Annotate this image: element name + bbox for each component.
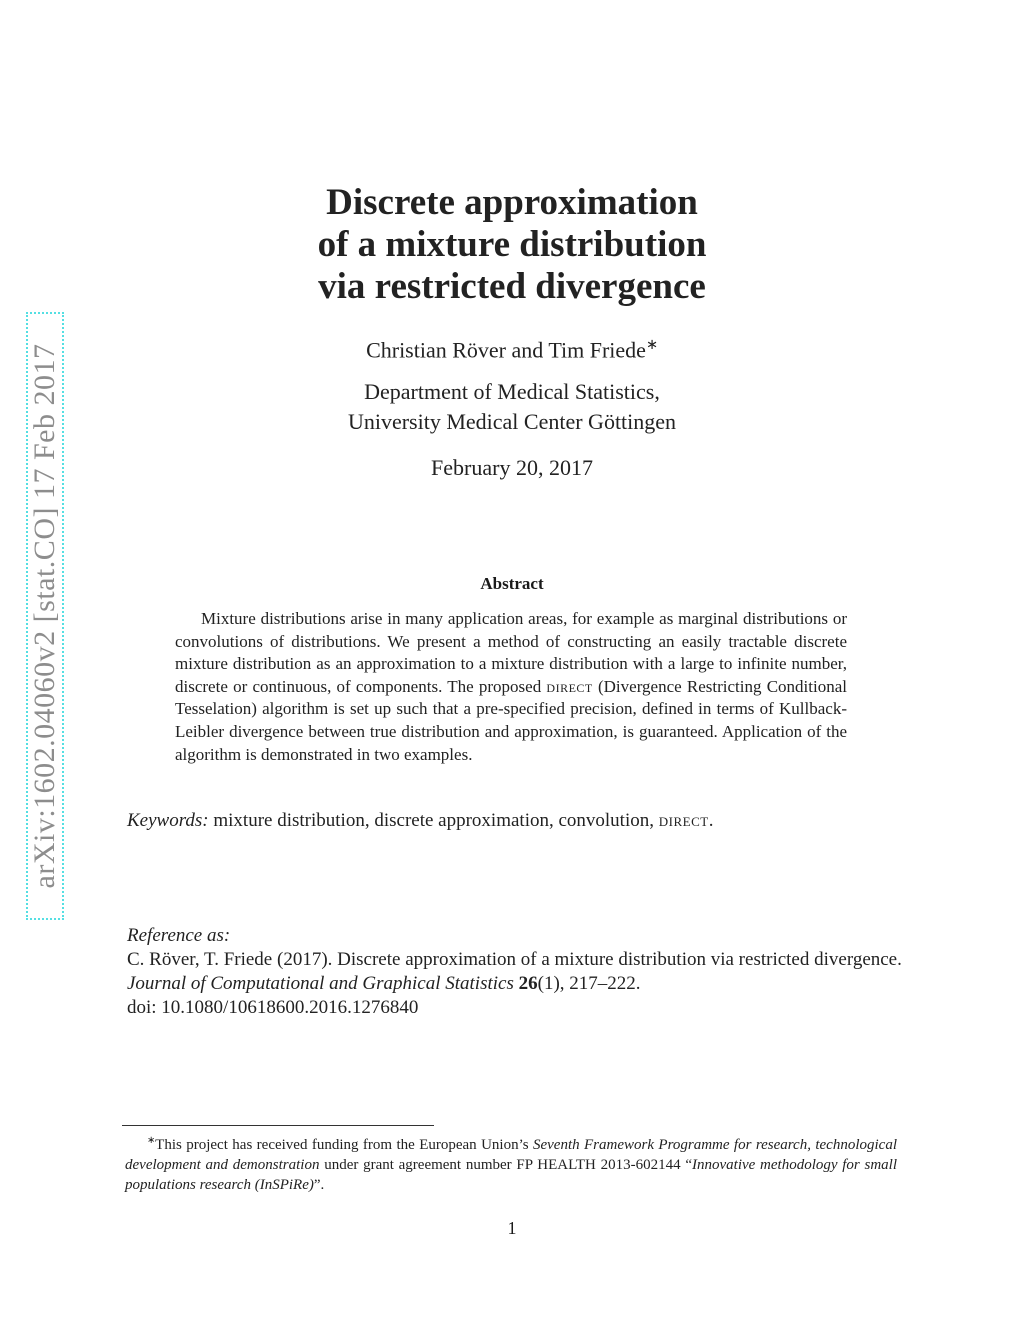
journal-issue-pages: (1), 217–222. bbox=[537, 973, 641, 994]
abstract-direct-term: direct bbox=[546, 676, 593, 696]
footnote-mark: ∗ bbox=[147, 1135, 156, 1146]
doi: doi: 10.1080/10618600.2016.1276840 bbox=[127, 997, 419, 1018]
footnote bbox=[125, 1131, 897, 1195]
affiliation-line-1: Department of Medical Statistics, bbox=[364, 379, 660, 404]
keywords-direct-term: direct bbox=[658, 810, 709, 831]
keywords-end: . bbox=[708, 810, 714, 831]
affiliation bbox=[0, 377, 1024, 437]
keywords-text: mixture distribution, discrete approximation, convolution, bbox=[208, 810, 659, 831]
title-line-1: Discrete approximation bbox=[326, 182, 698, 223]
reference-citation bbox=[127, 948, 902, 996]
affiliation-line-2: University Medical Center Göttingen bbox=[347, 409, 677, 434]
journal-name: Journal of Computational and Graphical Statistics bbox=[127, 973, 514, 994]
reference-block bbox=[127, 924, 902, 1020]
title-line-2: of a mixture distribution bbox=[317, 224, 707, 265]
author-names: Christian Röver and Tim Friede bbox=[366, 337, 646, 363]
footnote-text-1: This project has received funding from the European Union’s bbox=[155, 1137, 533, 1153]
arxiv-identifier: arXiv:1602.04060v2 [stat.CO] 17 Feb 2017 bbox=[28, 343, 61, 889]
paper-title bbox=[0, 182, 1024, 308]
journal-volume: 26 bbox=[518, 973, 538, 994]
paper-date: February 20, 2017 bbox=[431, 455, 593, 480]
footnote-rule bbox=[122, 1125, 434, 1126]
footnote-text-3: ”. bbox=[313, 1177, 325, 1193]
keywords bbox=[127, 810, 713, 832]
authors bbox=[0, 337, 1024, 363]
title-line-3: via restricted divergence bbox=[318, 266, 706, 307]
keywords-label: Keywords: bbox=[127, 810, 209, 831]
abstract-text-part1: Mixture distributions arise in many application areas, for example as marginal distributions or convolutions of distributions. We present a method of constructing an easily tractable discrete mixture distribution as an approximation to a mixture distribution with a large to infinite number, discrete or continuous, of components. The proposed bbox=[175, 609, 847, 696]
abstract-text-part2: (Divergence Restricting Conditional Tesselation) algorithm is set up such that a pre-specified precision, defined in terms of Kullback-Leibler divergence between true distribution and approximation, is guaranteed. Application of the algorithm is demonstrated in two examples. bbox=[175, 676, 847, 764]
footnote-project: Innovative methodology for small populations research (InSPiRe) bbox=[125, 1157, 898, 1193]
author-footnote-mark: ∗ bbox=[645, 337, 658, 353]
reference-label: Reference as: bbox=[127, 925, 231, 946]
citation-text: C. Röver, T. Friede (2017). Discrete approximation of a mixture distribution via restricted divergence. bbox=[127, 949, 902, 970]
abstract-body bbox=[175, 608, 847, 766]
footnote-text-2: under grant agreement number FP HEALTH 2013-602144 “ bbox=[319, 1157, 692, 1173]
abstract-heading: Abstract bbox=[480, 574, 544, 593]
footnote-programme: Seventh Framework Programme for research, technological development and demonstration bbox=[125, 1137, 897, 1173]
page-number: 1 bbox=[507, 1218, 517, 1238]
